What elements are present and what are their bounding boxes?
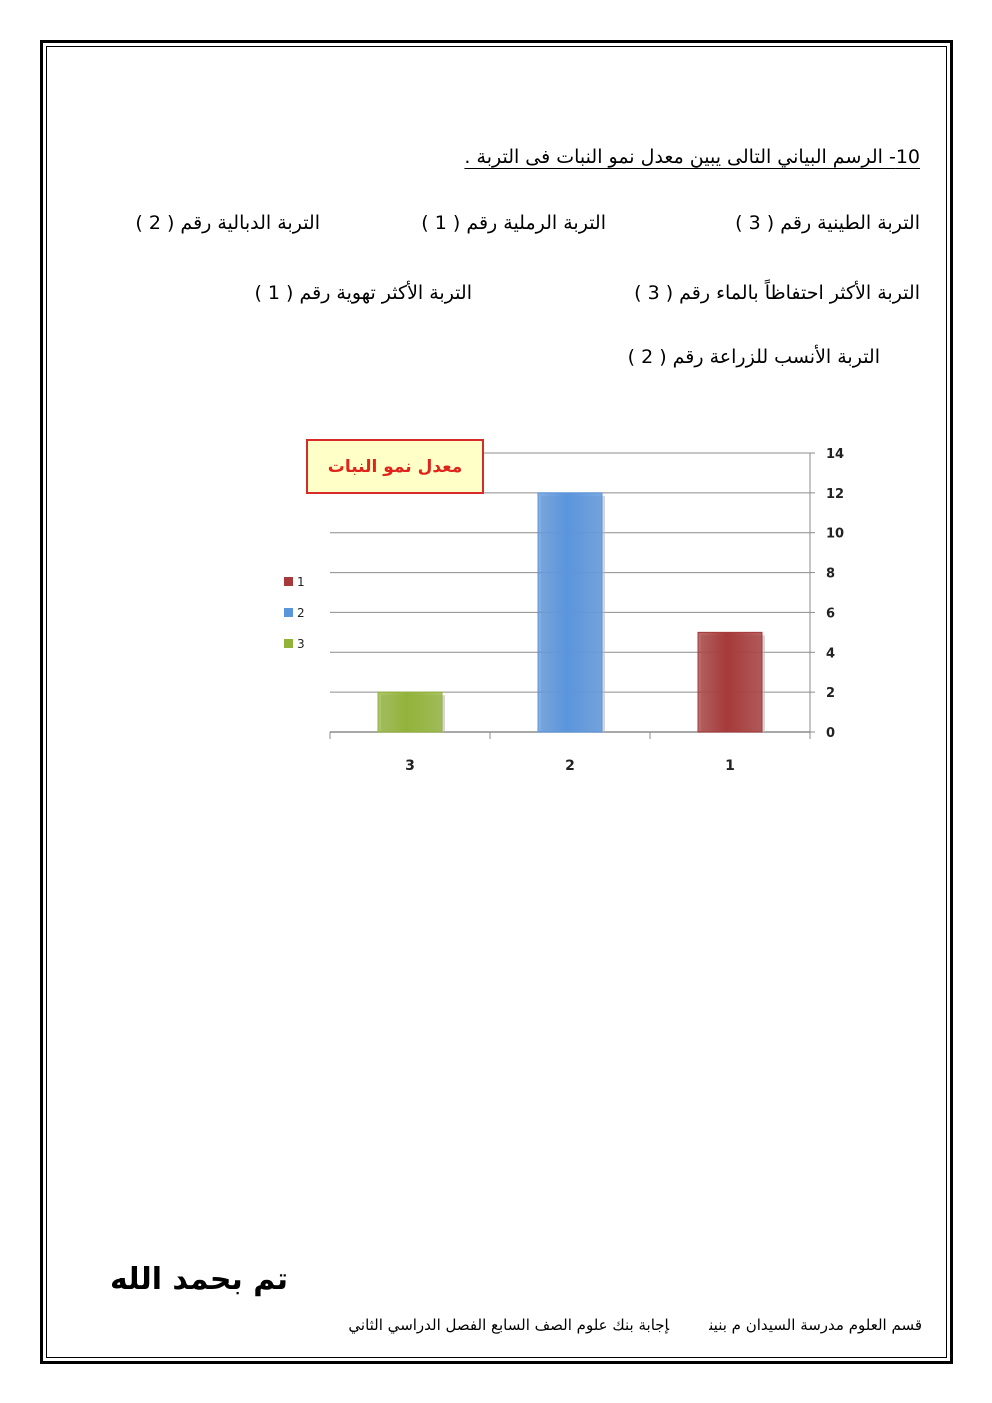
- closing-phrase: تم بحمد الله: [110, 1262, 288, 1297]
- y-tick-label: 2: [826, 686, 836, 702]
- y-tick-label: 0: [826, 726, 836, 741]
- legend-label: 1: [297, 575, 305, 589]
- footer-subject: إجابة بنك علوم الصف السابع الفصل الدراسي الثاني: [348, 1316, 670, 1334]
- y-tick-label: 10: [826, 526, 845, 542]
- question-title: 10- الرسم البياني التالى يبين معدل نمو النبات فى التربة .: [464, 146, 920, 168]
- answer-most-aeration: التربة الأكثر تهوية رقم ( 1 ): [254, 282, 472, 304]
- y-tick-label: 4: [826, 646, 836, 662]
- answer-humus: التربة الدبالية رقم ( 2 ): [135, 212, 320, 234]
- footer: [308, 1316, 922, 1334]
- x-tick-label: 1: [725, 758, 735, 774]
- y-tick-label: 14: [826, 447, 845, 462]
- answer-best-farming: التربة الأنسب للزراعة رقم ( 2 ): [627, 346, 880, 368]
- chart-title: معدل نمو النبات: [306, 439, 484, 494]
- answer-clay: التربة الطينية رقم ( 3 ): [735, 212, 920, 234]
- y-tick-label: 6: [826, 606, 836, 622]
- page-border-inner: [46, 46, 947, 1358]
- answer-most-water: التربة الأكثر احتفاظاً بالماء رقم ( 3 ): [634, 282, 920, 304]
- y-tick-label: 12: [826, 486, 845, 502]
- footer-school: قسم العلوم مدرسة السيدان م بنين: [709, 1316, 922, 1334]
- answer-sandy: التربة الرملية رقم ( 1 ): [421, 212, 606, 234]
- legend-label: 2: [297, 606, 305, 620]
- y-tick-label: 8: [826, 566, 836, 582]
- legend-label: 3: [297, 637, 305, 651]
- x-tick-label: 3: [405, 758, 415, 774]
- x-tick-label: 2: [565, 758, 575, 774]
